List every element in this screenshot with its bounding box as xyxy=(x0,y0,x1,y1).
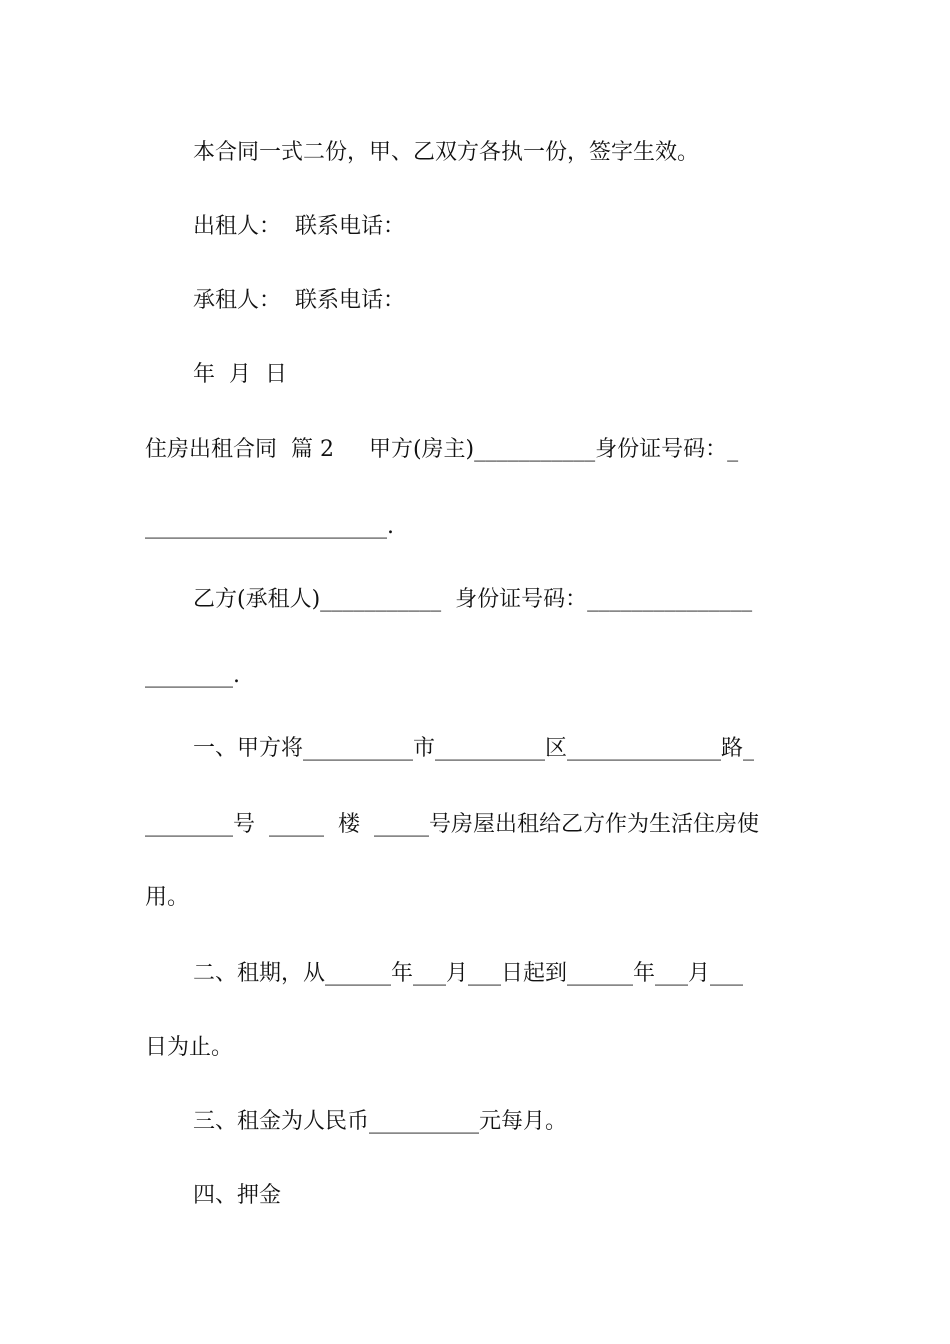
party-b-line: 乙方(承租人)___________ 身份证号码：_______________ xyxy=(193,587,753,612)
party-a-id-continuation: ______________________. xyxy=(145,514,394,539)
contract-heading-party-a: 住房出租合同 篇 2 甲方(房主)___________身份证号码：_ xyxy=(145,437,739,462)
clause-3-rent: 三、租金为人民币__________元每月。 xyxy=(193,1109,568,1134)
clause-1-continuation: ________号 _____ 楼 _____号房屋出租给乙方作为生活住房使 xyxy=(145,812,759,837)
clause-1-address: 一、甲方将__________市__________区______________路_ xyxy=(193,736,755,761)
clause-2-end: 日为止。 xyxy=(145,1035,234,1060)
lessee-signature-line: 承租人： 联系电话： xyxy=(193,288,405,313)
lessor-signature-line: 出租人： 联系电话： xyxy=(193,214,405,239)
clause-1-end: 用。 xyxy=(145,885,190,910)
clause-2-term: 二、租期，从______年___月___日起到______年___月___ xyxy=(193,961,744,986)
date-line: 年 月 日 xyxy=(193,362,287,387)
signing-clause: 本合同一式二份，甲、乙双方各执一份，签字生效。 xyxy=(193,140,700,165)
clause-4-deposit: 四、押金 xyxy=(193,1183,282,1208)
party-b-id-continuation: ________. xyxy=(145,663,240,688)
